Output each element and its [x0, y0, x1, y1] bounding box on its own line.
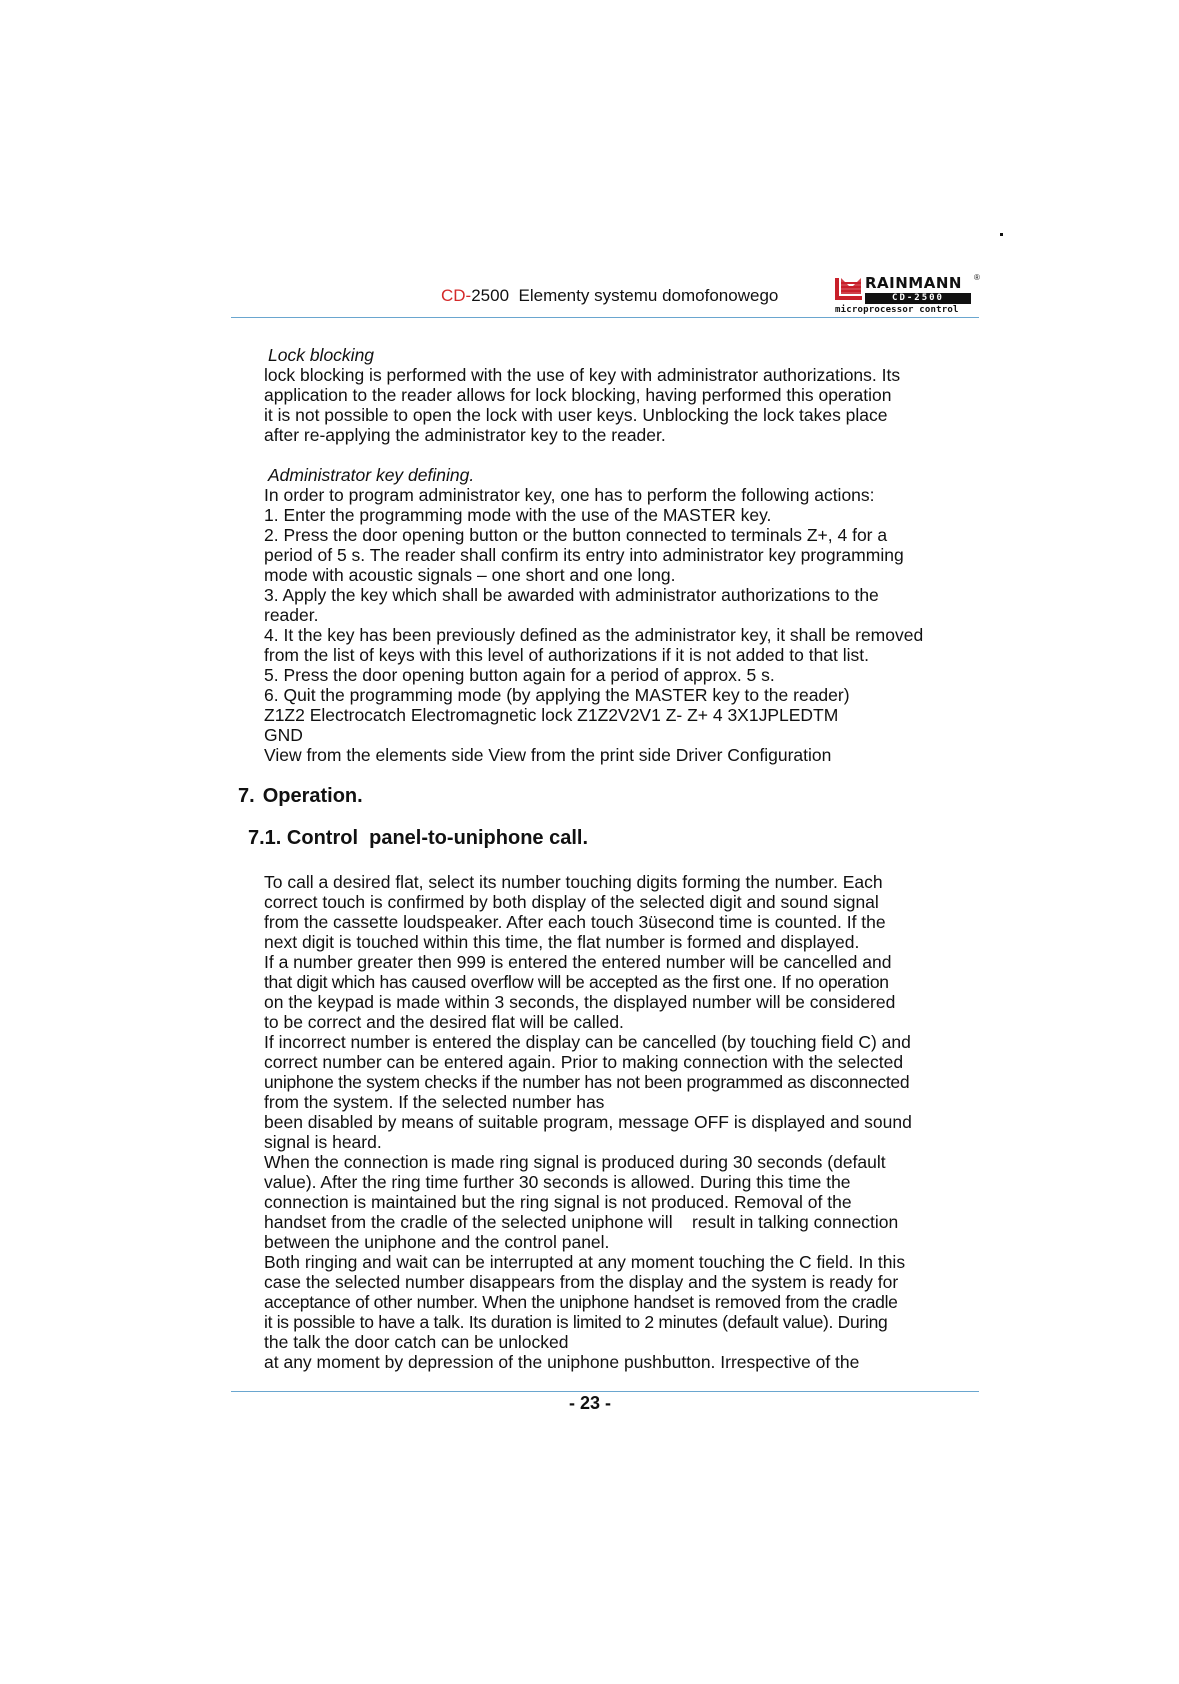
paragraph-line: 4. It the key has been previously defined as the administrator key, it shall be removed: [264, 625, 924, 645]
paragraph-line: the talk the door catch can be unlocked: [264, 1332, 569, 1352]
paragraph-line: to be correct and the desired flat will be called.: [264, 1012, 624, 1032]
paragraph-line: connection is maintained but the ring signal is not produced. Removal of the: [264, 1192, 852, 1212]
paragraph-line: that digit which has caused overflow will be accepted as the first one. If no operation: [264, 972, 889, 992]
registered-mark: ®: [974, 273, 980, 282]
paragraph-line: it is possible to have a talk. Its duration is limited to 2 minutes (default value). During: [264, 1312, 888, 1332]
paragraph-line: mode with acoustic signals – one short and one long.: [264, 565, 676, 585]
section-7-1-number: 7.1.: [248, 827, 282, 849]
paragraph-line: handset from the cradle of the selected uniphone will result in talking connection: [264, 1212, 899, 1232]
admin-key-heading: Administrator key defining.: [268, 465, 475, 485]
section-7-number: 7.: [238, 785, 255, 807]
paragraph-line: value). After the ring time further 30 seconds is allowed. During this time the: [264, 1172, 851, 1192]
paragraph-line: from the cassette loudspeaker. After each touch 3üsecond time is counted. If the: [264, 912, 886, 932]
paragraph-line: If incorrect number is entered the display can be cancelled (by touching field C) and: [264, 1032, 911, 1052]
paragraph-line: from the system. If the selected number has: [264, 1092, 605, 1112]
paragraph-line: application to the reader allows for lock blocking, having performed this operation: [264, 385, 892, 405]
footer-divider: [231, 1391, 979, 1392]
page-header: [231, 270, 979, 318]
paragraph-line: uniphone the system checks if the number has not been programmed as disconnected: [264, 1072, 910, 1092]
paragraph-line: 2. Press the door opening button or the button connected to terminals Z+, 4 for a: [264, 525, 888, 545]
paragraph-line: 1. Enter the programming mode with the use of the MASTER key.: [264, 505, 772, 525]
paragraph-line: it is not possible to open the lock with user keys. Unblocking the lock takes place: [264, 405, 888, 425]
paragraph-line: 5. Press the door opening button again for a period of approx. 5 s.: [264, 665, 775, 685]
paragraph-line: correct number can be entered again. Prior to making connection with the selected: [264, 1052, 904, 1072]
logo-model-badge: CD-2500: [865, 293, 971, 304]
stray-mark: [1000, 233, 1003, 236]
paragraph-line: reader.: [264, 605, 319, 625]
paragraph-line: signal is heard.: [264, 1132, 382, 1152]
paragraph-line: lock blocking is performed with the use of key with administrator authorizations. Its: [264, 365, 901, 385]
lock-blocking-heading: Lock blocking: [268, 345, 375, 365]
header-model-prefix: CD-: [441, 286, 472, 305]
paragraph-line: on the keypad is made within 3 seconds, the displayed number will be considered: [264, 992, 896, 1012]
section-7-1-title: Control panel-to-uniphone call.: [286, 827, 589, 849]
paragraph-line: next digit is touched within this time, the flat number is formed and displayed.: [264, 932, 860, 952]
page-number: - 23 -: [568, 1393, 611, 1413]
paragraph-line: at any moment by depression of the uniphone pushbutton. Irrespective of the: [264, 1352, 860, 1372]
header-model-number: 2500: [471, 286, 510, 305]
paragraph-line: 3. Apply the key which shall be awarded with administrator authorizations to the: [264, 585, 879, 605]
section-7-title: Operation.: [262, 785, 363, 807]
paragraph-line: 6. Quit the programming mode (by applying the MASTER key to the reader): [264, 685, 850, 705]
paragraph-line: been disabled by means of suitable program, message OFF is displayed and sound: [264, 1112, 912, 1132]
paragraph-line: To call a desired flat, select its number touching digits forming the number. Each: [264, 872, 883, 892]
paragraph-line: correct touch is confirmed by both display of the selected digit and sound signal: [264, 892, 879, 912]
rainmann-logo: [835, 274, 979, 316]
paragraph-line: When the connection is made ring signal is produced during 30 seconds (default: [264, 1152, 886, 1172]
section-7-1-heading: [248, 827, 588, 850]
logo-tagline: microprocessor control: [835, 305, 959, 315]
paragraph-line: GND: [264, 725, 303, 745]
paragraph-line: In order to program administrator key, one has to perform the following actions:: [264, 485, 875, 505]
paragraph-line: If a number greater then 999 is entered the entered number will be cancelled and: [264, 952, 892, 972]
paragraph-line: period of 5 s. The reader shall confirm its entry into administrator key programming: [264, 545, 904, 565]
header-divider: [231, 317, 979, 318]
operation-text-block: [264, 872, 984, 1372]
rainmann-logo-icon: [835, 276, 863, 300]
main-text-block: [264, 345, 984, 765]
logo-brand-name: RAINMANN: [865, 274, 962, 292]
header-title: [441, 286, 778, 306]
section-7-heading: [238, 785, 363, 808]
paragraph-line: case the selected number disappears from the display and the system is ready for: [264, 1272, 899, 1292]
paragraph-line: View from the elements side View from the print side Driver Configuration: [264, 745, 832, 765]
paragraph-line: from the list of keys with this level of authorizations if it is not added to that list.: [264, 645, 870, 665]
paragraph-line: between the uniphone and the control panel.: [264, 1232, 610, 1252]
paragraph-line: Z1Z2 Electrocatch Electromagnetic lock Z1Z2V2V1 Z- Z+ 4 3X1JPLEDTM: [264, 705, 839, 725]
paragraph-line: Both ringing and wait can be interrupted at any moment touching the C field. In this: [264, 1252, 906, 1272]
header-document-title: Elementy systemu domofonowego: [518, 286, 779, 305]
paragraph-line: after re-applying the administrator key to the reader.: [264, 425, 666, 445]
paragraph-line: acceptance of other number. When the uniphone handset is removed from the cradle: [264, 1292, 898, 1312]
